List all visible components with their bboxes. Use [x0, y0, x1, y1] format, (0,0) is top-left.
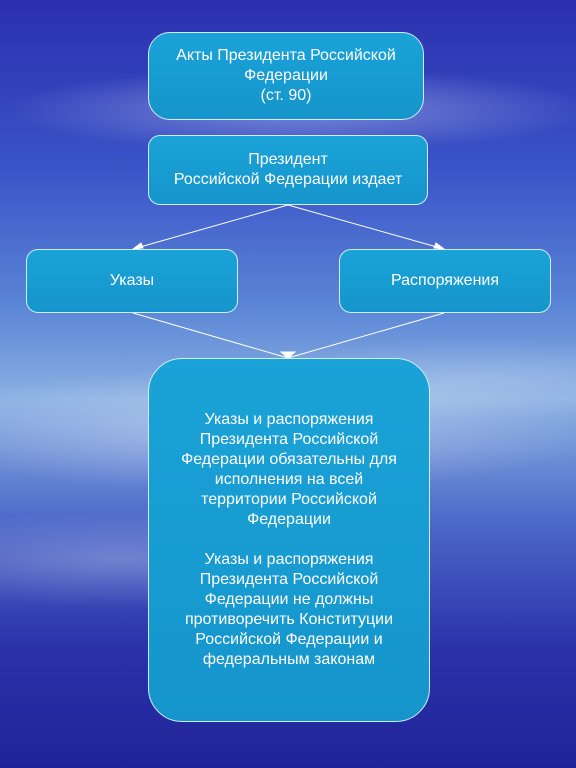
main-p1-line-1: Указы и распоряжения	[204, 411, 374, 428]
connector-ukazy-to-main	[133, 313, 288, 358]
main-paragraph-1	[181, 410, 397, 530]
acts-line-3: (ст. 90)	[260, 87, 312, 104]
main-info-box	[148, 358, 430, 722]
main-p2-line-2: Президента Российской	[199, 571, 379, 588]
ukazy-label: Указы	[109, 272, 155, 289]
acts-box	[148, 32, 424, 120]
main-p1-line-6: Федерации	[247, 511, 331, 528]
president-line-1: Президент	[248, 151, 328, 168]
main-p1-line-5: территории Российской	[201, 491, 377, 508]
main-p1-line-2: Президента Российской	[199, 431, 379, 448]
main-p2-line-3: Федерации не должны	[204, 591, 374, 608]
rasporyazheniya-label: Распоряжения	[390, 272, 500, 289]
acts-line-1: Акты Президента Российской	[176, 47, 396, 64]
connector-president-to-ukazy	[133, 205, 288, 249]
main-p2-line-4: противоречить Конституции	[184, 611, 394, 628]
main-p2-line-6: федеральным законам	[202, 651, 376, 668]
rasporyazheniya-box	[339, 249, 551, 313]
main-p2-line-5: Российской Федерации и	[195, 631, 383, 648]
president-line-2: Российской Федерации издает	[173, 171, 403, 188]
president-box	[148, 135, 428, 205]
ukazy-box	[26, 249, 238, 313]
main-p1-line-3: Федерации обязательны для	[181, 451, 397, 468]
acts-line-2: Федерации	[244, 67, 328, 84]
connector-rasporyazheniya-to-main	[288, 313, 444, 358]
main-paragraph-2	[185, 550, 393, 670]
main-p1-line-4: исполнения на всей	[214, 471, 364, 488]
main-p2-line-1: Указы и распоряжения	[204, 551, 374, 568]
connector-president-to-rasporyazheniya	[288, 205, 444, 249]
